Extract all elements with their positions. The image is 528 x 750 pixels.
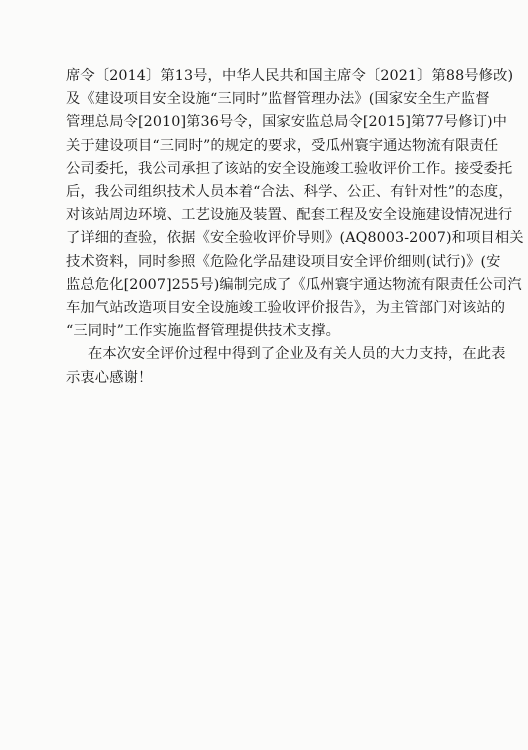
paragraph-1-line: “三同时”工作实施监督管理提供技术支撑。 <box>66 323 340 340</box>
paragraph-1-line: 关于建设项目“三同时”的规定的要求，受瓜州寰宇通达物流有限责任 <box>66 137 499 154</box>
paragraph-1-line: 席令〔2014〕第13号，中华人民共和国主席令〔2021〕第88号修改) <box>66 68 514 84</box>
paragraph-1-line: 了详细的查验，依据《安全验收评价导则》(AQ8003-2007)和项目相关 <box>66 230 524 247</box>
paragraph-1-line: 管理总局令[2010]第36号令，国家安监总局令[2015]第77号修订)中 <box>66 114 508 131</box>
paragraph-1-line: 技术资料，同时参照《危险化学品建设项目安全评价细则(试行)》(安 <box>66 253 501 270</box>
paragraph-1-line: 车加气站改造项目安全设施竣工验收评价报告》，为主管部门对该站的 <box>66 300 506 317</box>
paragraph-1-line: 对该站周边环境、工艺设施及装置、配套工程及安全设施建设情况进行 <box>66 207 513 224</box>
paragraph-2-line: 在本次安全评价过程中得到了企业及有关人员的大力支持，在此表 <box>88 346 506 363</box>
body-text <box>66 65 524 390</box>
paragraph-1-line: 公司委托，我公司承担了该站的安全设施竣工验收评价工作。接受委托 <box>66 160 513 177</box>
paragraph-2-line: 示衷心感谢！ <box>66 369 153 386</box>
paragraph-1-line: 监总危化[2007]255号)编制完成了《瓜州寰宇通达物流有限责任公司汽 <box>66 276 522 293</box>
paragraph-1-line: 后，我公司组织技术人员本着“合法、科学、公正、有针对性”的态度， <box>66 184 513 201</box>
paragraph-1-line: 及《建设项目安全设施“三同时”监督管理办法》(国家安全生产监督 <box>66 91 490 108</box>
